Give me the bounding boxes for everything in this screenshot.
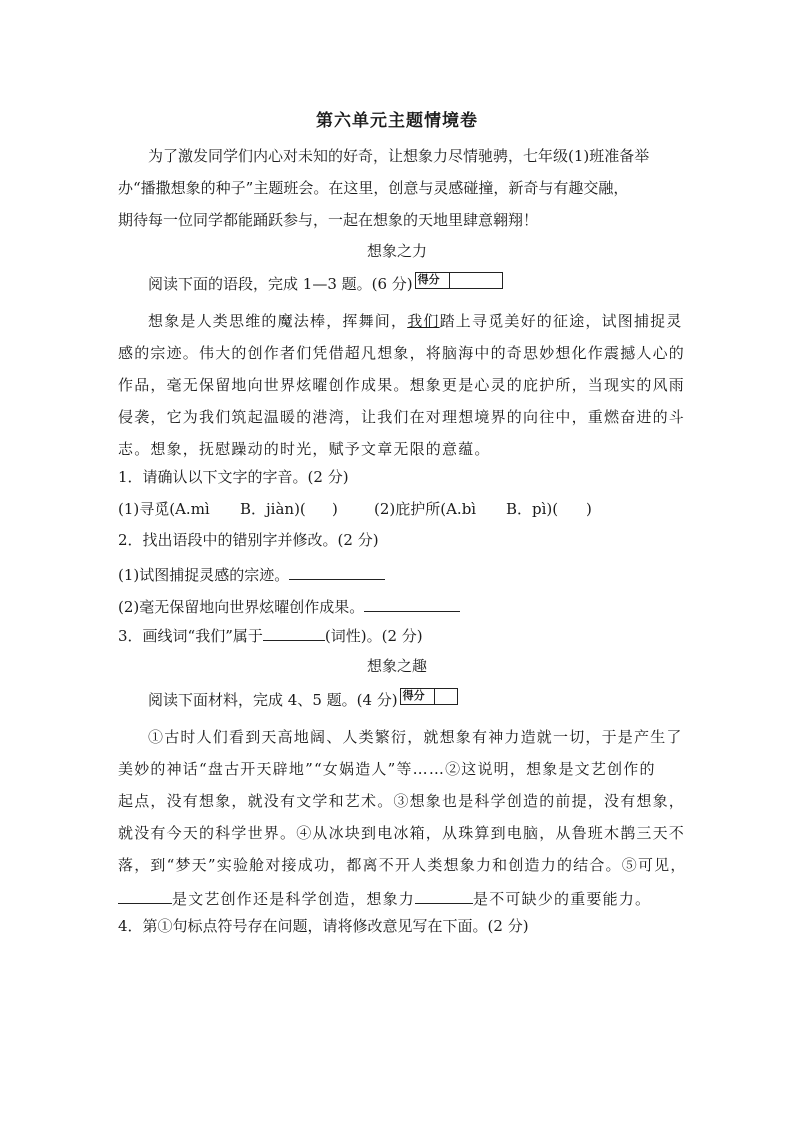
q3-text: 3．画线词“我们”属于 (118, 627, 263, 645)
intro-line-1: 为了激发同学们内心对未知的好奇，让想象力尽情驰骋，七年级(1)班准备举 (148, 147, 650, 165)
score-label: 得分 (417, 273, 440, 286)
score-divider (434, 689, 435, 704)
q1-answer-paren[interactable]: ) (332, 500, 338, 518)
q2-1-text: (1)试图捕捉灵感的宗迹。 (118, 566, 290, 584)
answer-blank[interactable] (263, 624, 325, 641)
underlined-word: 我们 (407, 312, 440, 330)
answer-blank[interactable] (364, 595, 460, 612)
answer-blank[interactable] (415, 887, 473, 904)
passage2-text: 是文艺创作还是科学创造，想象力 (172, 890, 416, 908)
question-2-2 (118, 595, 460, 617)
question-3 (118, 624, 423, 646)
section2-instruction-row (148, 690, 458, 710)
passage2-line-5: 落，到“梦天”实验舱对接成功，都离不开人类想象力和创造力的结合。⑤可见， (118, 856, 687, 874)
question-1: 1．请确认以下文字的字音。(2 分) (118, 468, 349, 486)
passage1-line-5: 志。想象，抚慰躁动的时光，赋予文章无限的意蕴。 (118, 440, 491, 458)
passage2-line-6 (118, 887, 651, 909)
section1-instruction-row (148, 274, 503, 294)
section1-heading: 想象之力 (366, 242, 427, 260)
answer-blank[interactable] (289, 563, 385, 580)
q2-2-text: (2)毫无保留地向世界炫曜创作成果。 (118, 598, 365, 616)
score-box[interactable] (415, 272, 503, 289)
passage1-line-4: 侵袭，它为我们筑起温暖的港湾，让我们在对理想境界的向往中，重燃奋进的斗 (118, 408, 686, 426)
answer-blank[interactable] (118, 887, 172, 904)
q1-option-text: (2)庇护所(A.bì (374, 500, 477, 518)
passage1-text: 踏上寻觅美好的征途，试图捕捉灵 (439, 312, 683, 330)
page-title: 第六单元主题情境卷 (316, 111, 478, 131)
section2-heading: 想象之趣 (366, 657, 427, 675)
score-box[interactable] (400, 688, 458, 705)
passage2-text: 是不可缺少的重要能力。 (473, 890, 652, 908)
q3-text: (词性)。(2 分) (324, 627, 423, 645)
question-2: 2．找出语段中的错别字并修改。(2 分) (118, 531, 379, 549)
passage1-line-3: 作品，毫无保留地向世界炫曜创作成果。想象更是心灵的庇护所，当现实的风雨 (118, 376, 686, 394)
q1-option-text: B．jiàn)( (240, 500, 306, 518)
question-1-options (118, 499, 598, 519)
intro-line-2: 办“播撒想象的种子”主题班会。在这里，创意与灵感碰撞，新奇与有趣交融， (118, 179, 629, 197)
passage1-line-1 (148, 311, 683, 331)
section1-instruction: 阅读下面的语段，完成 1—3 题。(6 分) (148, 275, 413, 293)
intro-line-3: 期待每一位同学都能踊跃参与，一起在想象的天地里肆意翱翔！ (118, 211, 539, 229)
passage2-line-1: ①古时人们看到天高地阔、人类繁衍，就想象有神力造就一切，于是产生了 (148, 728, 683, 746)
question-2-1 (118, 563, 385, 585)
passage2-line-2: 美妙的神话“盘古开天辟地”“女娲造人”等……②这说明，想象是文艺创作的 (118, 760, 656, 778)
question-4: 4．第①句标点符号存在问题，请将修改意见写在下面。(2 分) (118, 917, 529, 935)
q1-option-text: B．pì)( (506, 500, 559, 518)
score-label: 得分 (402, 689, 425, 702)
passage1-text: 想象是人类思维的魔法棒，挥舞间， (148, 312, 408, 330)
passage2-line-4: 就没有今天的科学世界。④从冰块到电冰箱，从珠算到电脑，从鲁班木鹊三天不 (118, 824, 686, 842)
passage1-line-2: 感的宗迹。伟大的创作者们凭借超凡想象，将脑海中的奇思妙想化作震撼人心的 (118, 344, 686, 362)
q1-option-text: (1)寻觅(A.mì (118, 500, 210, 518)
passage2-line-3: 起点，没有想象，就没有文学和艺术。③想象也是科学创造的前提，没有想象， (118, 792, 686, 810)
q1-answer-paren[interactable]: ) (586, 500, 592, 518)
score-divider (449, 273, 450, 288)
section2-instruction: 阅读下面材料，完成 4、5 题。(4 分) (148, 691, 398, 709)
